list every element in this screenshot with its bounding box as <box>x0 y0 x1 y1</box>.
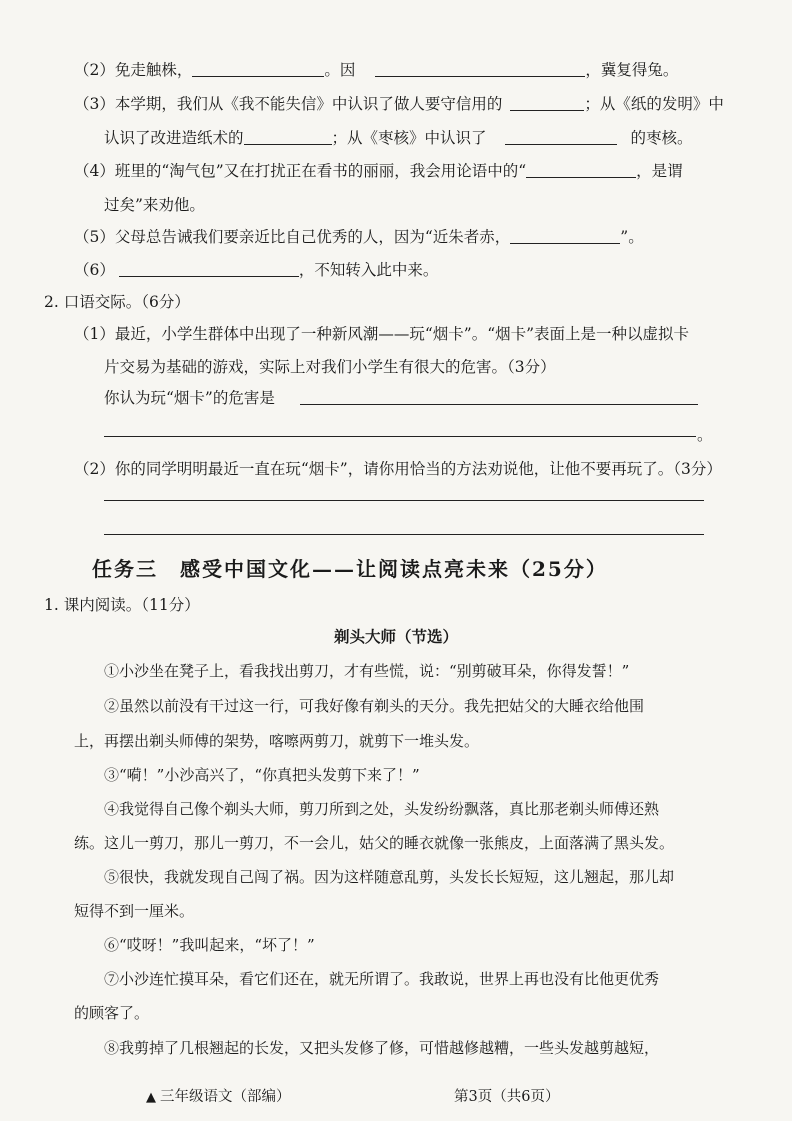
fill-in-q4-line2 <box>104 194 205 216</box>
oral-q1-prompt <box>104 387 275 409</box>
oral-q1-line1: （1）最近，小学生群体中出现了一种新风潮——玩“烟卡”。“烟卡”表面上是一种以虚拟卡 <box>74 325 690 343</box>
q4-blank-1[interactable] <box>526 161 636 178</box>
q5-text-a: （5）父母总告诫我们要亲近比自己优秀的人，因为“近朱者赤， <box>74 228 511 246</box>
q4-text-b: ，是谓 <box>636 162 683 180</box>
q3-text-d: ；从《枣核》中认识了 <box>331 129 487 147</box>
story-para-4-line1: ④我觉得自己像个剃头大师，剪刀所到之处，头发纷纷飘落，真比那老剃头师傅还熟 <box>104 800 660 818</box>
story-para-4-line2: 练。这儿一剪刀，那儿一剪刀，不一会儿，姑父的睡衣就像一张熊皮，上面落满了黑头发。 <box>74 834 675 852</box>
q3-blank-3[interactable] <box>505 128 617 145</box>
q3-text-a: （3）本学期，我们从《我不能失信》中认识了做人要守信用的 <box>74 95 503 113</box>
q4-text-c: 过矣”来劝他。 <box>104 196 205 214</box>
q2-blank-2[interactable] <box>375 60 585 77</box>
story-para-2-line1: ②虽然以前没有干过这一行，可我好像有剃头的天分。我先把姑父的大睡衣给他围 <box>104 697 645 715</box>
q5-text-b: ”。 <box>620 228 644 246</box>
footer-page-number: 第3页（共6页） <box>454 1089 560 1105</box>
oral-heading: 2. 口语交际。（6分） <box>44 293 190 311</box>
q6-text-a: （6） <box>74 261 115 279</box>
story-para-2-line2: 上，再摆出剃头师傅的架势，喀嚓两剪刀，就剪下一堆头发。 <box>74 732 480 750</box>
q2-blank-1[interactable] <box>192 60 324 77</box>
q4-text-a: （4）班里的“淘气包”又在打扰正在看书的丽丽，我会用论语中的“ <box>74 162 527 180</box>
section-title: 任务三 感受中国文化——让阅读点亮未来（25分） <box>92 557 608 581</box>
story-para-5-line2: 短得不到一厘米。 <box>74 902 195 920</box>
oral-q1-answer-line-2[interactable] <box>104 436 696 437</box>
oral-q1-period: 。 <box>697 426 713 444</box>
oral-q1-line2: 片交易为基础的游戏，实际上对我们小学生有很大的危害。（3分） <box>104 358 556 376</box>
q3-blank-2[interactable] <box>244 128 332 145</box>
q3-text-e: 的枣核。 <box>630 129 693 147</box>
reading-heading: 1. 课内阅读。（11分） <box>44 596 200 614</box>
q3-text-c: 认识了改进造纸术的 <box>104 129 244 147</box>
footer-grade-label: 三年级语文（部编） <box>160 1089 291 1105</box>
q3-blank-1[interactable] <box>510 94 584 111</box>
q2-text-c: ，冀复得兔。 <box>585 61 679 79</box>
q3-text-b: ；从《纸的发明》中 <box>584 95 724 113</box>
fill-in-q5 <box>74 226 644 248</box>
story-para-7-line2: 的顾客了。 <box>74 1004 150 1022</box>
oral-q2-answer-line-2[interactable] <box>104 534 704 535</box>
story-para-6: ⑥“哎呀！”我叫起来，“坏了！” <box>104 936 315 954</box>
q6-text-b: ，不知转入此中来。 <box>298 261 439 279</box>
fill-in-q4-line1 <box>74 160 683 182</box>
footer-left <box>146 1085 291 1106</box>
story-para-5-line1: ⑤很快，我就发现自己闯了祸。因为这样随意乱剪，头发长长短短，这儿翘起，那儿却 <box>104 868 675 886</box>
oral-q2-answer-line-1[interactable] <box>104 500 704 501</box>
oral-q2-prompt: （2）你的同学明明最近一直在玩“烟卡”，请你用恰当的方法劝说他，让他不要再玩了。（3分） <box>74 460 722 478</box>
story-para-7-line1: ⑦小沙连忙摸耳朵，看它们还在，就无所谓了。我敢说，世界上再也没有比他更优秀 <box>104 970 660 988</box>
story-para-3: ③“嗬！”小沙高兴了，“你真把头发剪下来了！” <box>104 766 420 784</box>
warning-triangle-icon: ▲ <box>146 1090 156 1105</box>
oral-q1-prompt-text: 你认为玩“烟卡”的危害是 <box>104 389 275 407</box>
story-title: 剃头大师（节选） <box>333 628 458 646</box>
q2-text-b: 。因 <box>324 61 356 79</box>
q2-text-a: （2）免走触株， <box>74 61 193 79</box>
q6-blank-1[interactable] <box>119 260 299 277</box>
fill-in-q2 <box>74 59 678 81</box>
fill-in-q3-line2 <box>104 127 693 149</box>
q5-blank-1[interactable] <box>510 227 620 244</box>
story-para-8-line1: ⑧我剪掉了几根翘起的长发，又把头发修了修，可惜越修越糟，一些头发越剪越短， <box>104 1039 660 1057</box>
story-para-1: ①小沙坐在凳子上，看我找出剪刀，才有些慌，说：“别剪破耳朵，你得发誓！” <box>104 662 630 680</box>
oral-q1-answer-line-1[interactable] <box>300 404 698 405</box>
fill-in-q6 <box>74 259 438 281</box>
fill-in-q3-line1 <box>74 93 724 115</box>
